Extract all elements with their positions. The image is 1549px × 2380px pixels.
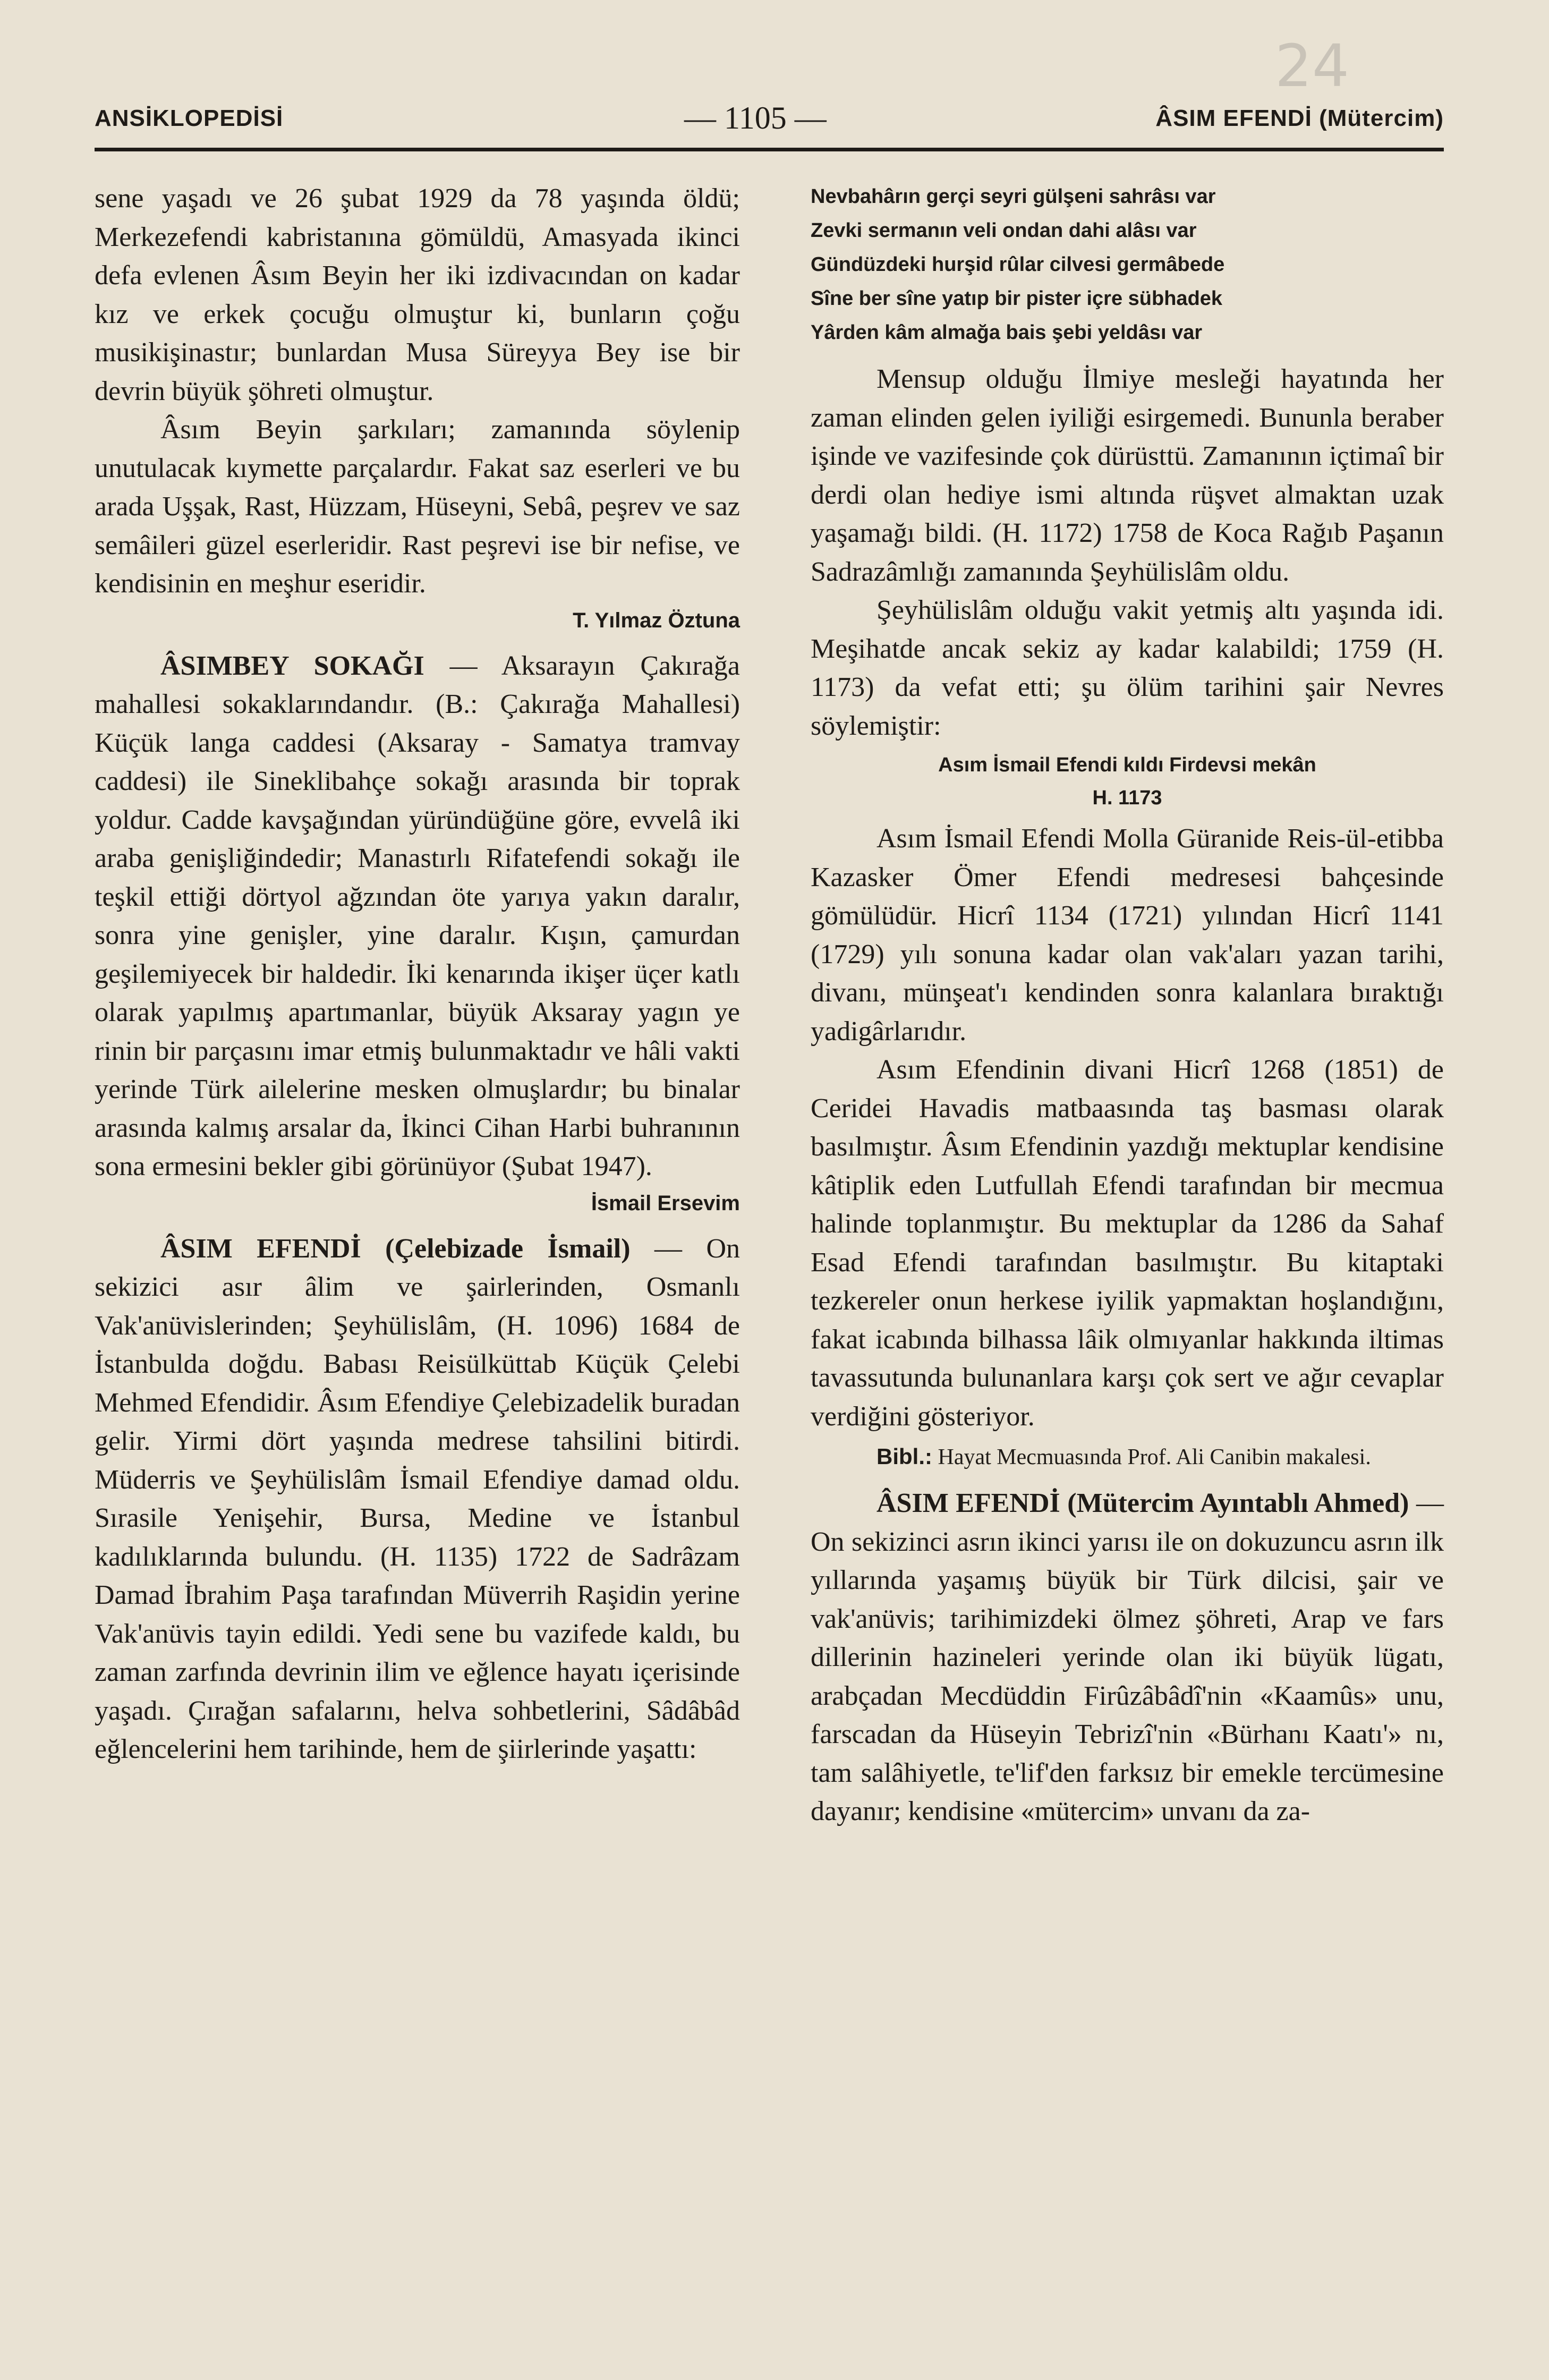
page-number: — 1105 — [684,100,827,135]
header-rule [95,148,1444,151]
poem-line: Nevbahârın gerçi seyri gülşeni sahrâsı var [811,185,1216,208]
chronogram-line: Asım İsmail Efendi kıldı Firdevsi mekân [938,754,1316,776]
bibliography-label: Bibl.: [876,1444,932,1469]
right-paragraph-3: Asım İsmail Efendi Molla Güranide Reis-ül-etibba Kazasker Ömer Efendi medresesi bahçesinde gömülüdür. Hicrî 1134 (1721) yılından Hicrî 1141 (1729) yılı sonuna kadar olan vak'aları yazan tarihi, divanı, münşeat'ı kendinden sonra kalanlara bıraktığı yadigârlarıdır. [811,823,1444,1047]
right-paragraph-1: Mensup olduğu İlmiye mesleği hayatında her zaman elinden gelen iyiliği esirgemedi. Bununla beraber işinde ve vazifesinde çok dürüsttü. Zamanının içtimaî bir derdi olan hediye ismi altında rüşvet almaktan uzak yaşamağı bildi. (H. 1172) 1758 de Koca Rağıb Paşanın Sadrazâmlığı zamanında Şeyhülislâm oldu. [811,364,1444,587]
author-signature-1: T. Yılmaz Öztuna [573,608,740,632]
right-paragraph-4: Asım Efendinin divani Hicrî 1268 (1851) de Ceridei Havadis matbaasında taş basması olarak basılmıştır. Âsım Efendinin yazdığı mektuplar kendisine kâtiplik eden Lutfullah Efendi tarafından bir mecmua halinde toplanmıştır. Bu mektuplar da 1286 da Sahaf Esad Efendi tarafından basılmıştır. Bu kitaptaki tezkereler onun herkese iyilik yapmaktan hoşlandığını, fakat icabında bilhassa lâik olmıyanlar hakkında iltimas tavassutunda bulunanlara karşı çok sert ve ağır cevaplar verdiğini gösteriyor. [811,1055,1444,1432]
header-right-title: ÂSIM EFENDİ (Mütercim) [1155,105,1444,131]
poem-line: Sîne ber sîne yatıp bir pister içre sübhadek [811,287,1223,310]
chronogram-year: H. 1173 [1092,787,1162,809]
author-signature-2: İsmail Ersevim [591,1191,740,1215]
bibliography-text: Hayat Mecmuasında Prof. Ali Canibin makalesi. [932,1445,1371,1469]
handwritten-page-mark: 24 [1275,32,1349,100]
poem-block [811,180,1444,350]
left-column [95,180,740,1769]
entry-body: — On sekizici asır âlim ve şairlerinden, Osmanlı Vak'anüvislerinden; Şeyhülislâm, (H. 1096) 1684 de İstanbulda doğdu. Babası Reisülküttab Küçük Çelebi Mehmed Efendidir. Âsım Efendiye Çelebizadelik buradan gelir. Yirmi dört yaşında medrese tahsilini bitirdi. Müderris ve Şeyhülislâm İsmail Efendiye damad oldu. Sırasile Yenişehir, Bursa, Medine ve İstanbul kadılıklarında bulundu. (H. 1135) 1722 de Sadrâzam Damad İbrahim Paşa tarafından Müverrih Raşidin yerine Vak'anüvis tayin edildi. Yedi sene bu vazifede kaldı, bu zaman zarfında devrinin ilim ve eğlence hayatı içerisinde yaşadı. Çırağan safalarını, helva sohbetlerini, Sâdâbâd eğlencelerini hem tarihinde, hem de şiirlerinde yaşattı: [95,1233,740,1764]
poem-line: Gündüzdeki hurşid rûlar cilvesi germâbede [811,253,1225,276]
entry-asimbey-sokagi [95,647,740,1186]
left-paragraph-1: sene yaşadı ve 26 şubat 1929 da 78 yaşında öldü; Merkezefendi kabristanına gömüldü, Amasyada ikinci defa evlenen Âsım Beyin her iki izdivacından on kadar kız ve erkek çocuğu olmuştur ki, bunların çoğu musikişinastır; bunlardan Musa Süreyya Bey ise bir devrin büyük şöhreti olmuştur. [95,183,740,406]
right-column [811,180,1444,1831]
entry-asim-efendi-celebizade [95,1230,740,1769]
entry-body: — Aksarayın Çakırağa mahallesi sokaklarındandır. (B.: Çakırağa Mahallesi) Küçük langa caddesi (Aksaray - Samatya tramvay caddesi) ile Sineklibahçe sokağı arasında bir toprak yoldur. Cadde kavşağından yüründüğüne göre, evvelâ iki araba genişliğindedir; Manastırlı Rifatefendi sokağı ile teşkil ettiği dörtyol ağzından öte yarıya yakın daralır, sonra yine genişler, yine daralır. Kışın, çamurdan geşilemiyecek bir haldedir. İki kenarında ikişer üçer katlı olarak yapılmış apartımanlar, büyük Aksaray yagın ye rinin bir parçasını imar etmiş bulunmaktadır ve hâli vakti yerinde Türk ailelerine mesken olmuşlardır; bu binalar arasında kalmış arsalar da, İkinci Cihan Harbi buhranının sona ermesini bekler gibi görünüyor (Şubat 1947). [95,650,740,1182]
entry-title: ÂSIM EFENDİ (Çelebizade İsmail) [160,1233,631,1264]
header-left-title: ANSİKLOPEDİSİ [95,105,284,131]
right-paragraph-2: Şeyhülislâm olduğu vakit yetmiş altı yaşında idi. Meşihatde ancak sekiz ay kadar kalabildi; 1759 (H. 1173) da vefat etti; şu ölüm tarihini şair Nevres söylemiştir: [811,595,1444,741]
entry-title: ÂSIM EFENDİ (Mütercim Ayıntablı Ahmed) [876,1488,1409,1518]
chronogram [811,749,1444,814]
page-header [95,100,1444,142]
entry-body: — On sekizinci asrın ikinci yarısı ile on dokuzuncu asrın ilk yıllarında yaşamış büyük bir Türk dilcisi, şair ve vak'anüvis; tarihimizdeki ölmez şöhreti, Arap ve fars dillerinin hazineleri yerinde olan iki büyük lügatı, arabçadan Mecdüddin Firûzâbâdî'nin «Kaamûs» unu, farscadan da Hüseyin Tebrizî'nin «Bürhanı Kaatı'» nı, tam salâhiyetle, te'lif'den farksız bir emekle tercümesine dayanır; kendisine «mütercim» unvanı da za- [811,1488,1444,1826]
left-paragraph-2: Âsım Beyin şarkıları; zamanında söylenip unutulacak kıymette parçalardır. Fakat saz eserleri ve bu arada Uşşak, Rast, Hüzzam, Hüseyni, Sebâ, peşrev ve saz semâileri güzel eserleridir. Rast peşrevi ise bir nefise, ve kendisinin en meşhur eseridir. [95,414,740,599]
entry-title: ÂSIMBEY SOKAĞI [160,650,424,681]
bibliography [811,1440,1444,1474]
poem-line: Zevki sermanın veli ondan dahi alâsı var [811,219,1197,242]
poem-line: Yârden kâm almağa bais şebi yeldâsı var [811,321,1203,344]
entry-asim-efendi-mutercim [811,1484,1444,1831]
